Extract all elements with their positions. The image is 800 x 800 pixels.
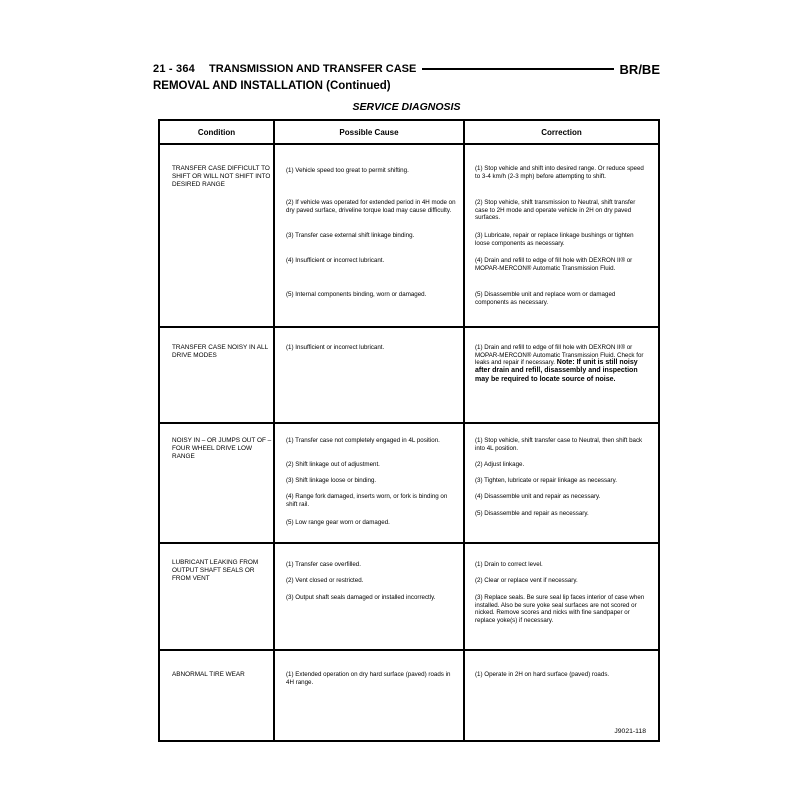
correction-item: (2) Adjust linkage. — [475, 461, 525, 468]
correction-item: (4) Disassemble unit and repair as necessary. — [475, 493, 601, 500]
row-divider — [160, 649, 658, 651]
cause-item: (2) If vehicle was operated for extended period in 4H mode on dry paved surface, driveline torque load may cause difficulty. — [286, 199, 456, 214]
section-title: REMOVAL AND INSTALLATION (Continued) — [153, 80, 391, 92]
cause-item: (1) Transfer case overfilled. — [286, 561, 361, 568]
cause-item: (1) Transfer case not completely engaged in 4L position. — [286, 437, 440, 444]
condition-cell: LUBRICANT LEAKING FROM OUTPUT SHAFT SEALS OR FROM VENT — [172, 559, 259, 582]
cause-item: (1) Insufficient or incorrect lubricant. — [286, 344, 385, 351]
correction-item: (2) Stop vehicle, shift transmission to Neutral, shift transfer case to 2H mode and operate vehicle in 2H on dry paved surfaces. — [475, 199, 636, 222]
correction-item: (1) Drain to correct level. — [475, 561, 543, 568]
correction-item: (1) Stop vehicle and shift into desired range. Or reduce speed to 3-4 km/h (2-3 mph) before attempting to shift. — [475, 165, 644, 180]
condition-cell: TRANSFER CASE NOISY IN ALL DRIVE MODES — [172, 344, 268, 359]
cause-item: (2) Shift linkage out of adjustment. — [286, 461, 380, 468]
column-divider — [463, 121, 465, 740]
condition-cell: TRANSFER CASE DIFFICULT TO SHIFT OR WILL NOT SHIFT INTO DESIRED RANGE — [172, 165, 271, 188]
row-divider — [160, 422, 658, 424]
page-header — [153, 60, 660, 78]
cause-item: (4) Insufficient or incorrect lubricant. — [286, 257, 385, 264]
correction-item: (4) Drain and refill to edge of fill hole with DEXRON II® or MOPAR-MERCON® Automatic Transmission Fluid. — [475, 257, 633, 272]
model-code: BR/BE — [619, 61, 660, 77]
diagnosis-title: SERVICE DIAGNOSIS — [352, 101, 461, 113]
correction-item: (5) Disassemble and repair as necessary. — [475, 510, 589, 517]
cause-item: (3) Output shaft seals damaged or installed incorrectly. — [286, 594, 436, 601]
column-divider — [273, 121, 275, 740]
figure-id: J9021-118 — [614, 728, 646, 735]
cause-item: (5) Internal components binding, worn or damaged. — [286, 291, 427, 298]
correction-item: (3) Replace seals. Be sure seal lip faces interior of case when installed. Also be sure yoke seal surfaces are not scored or nicked. Remove scores and nicks with fine sandpaper or replace yoke(s) if necessary. — [475, 594, 645, 624]
cause-item: (1) Vehicle speed too great to permit shifting. — [286, 167, 409, 174]
cause-item: (2) Vent closed or restricted. — [286, 577, 364, 584]
cause-item: (3) Shift linkage loose or binding. — [286, 477, 377, 484]
column-header-correction: Correction — [541, 127, 582, 137]
chapter-title: TRANSMISSION AND TRANSFER CASE — [208, 63, 417, 75]
page-number: 21 - 364 — [153, 63, 195, 75]
correction-item: (2) Clear or replace vent if necessary. — [475, 577, 578, 584]
column-header-possible-cause: Possible Cause — [339, 127, 399, 137]
correction-item: (5) Disassemble unit and replace worn or damaged components as necessary. — [475, 291, 616, 306]
correction-item: (1) Operate in 2H on hard surface (paved) roads. — [475, 671, 610, 678]
service-diagnosis-table — [158, 119, 660, 742]
condition-cell: ABNORMAL TIRE WEAR — [172, 671, 245, 678]
header-row-divider — [160, 143, 658, 145]
correction-item: (3) Tighten, lubricate or repair linkage as necessary. — [475, 477, 617, 484]
cause-item: (1) Extended operation on dry hard surface (paved) roads in 4H range. — [286, 671, 451, 686]
condition-cell: NOISY IN – OR JUMPS OUT OF – FOUR WHEEL DRIVE LOW RANGE — [172, 437, 272, 460]
correction-note: Note: If unit is still noisy after drain and refill, disassembly and inspection may be required to locate source of noise. — [475, 359, 638, 383]
cause-item: (4) Range fork damaged, inserts worn, or fork is binding on shift rail. — [286, 493, 448, 508]
correction-text: (1) Drain and refill to edge of fill hole with DEXRON II® or MOPAR-MERCON® Automatic Transmission Fluid. Check for leaks and repair if necessary. — [475, 344, 644, 367]
cause-item: (5) Low range gear worn or damaged. — [286, 519, 390, 526]
row-divider — [160, 326, 658, 328]
cause-item: (3) Transfer case external shift linkage binding. — [286, 232, 415, 239]
correction-item — [475, 344, 650, 384]
header-rule — [422, 68, 613, 70]
correction-item: (1) Stop vehicle, shift transfer case to Neutral, then shift back into 4L position. — [475, 437, 643, 452]
correction-item: (3) Lubricate, repair or replace linkage bushings or tighten loose components as necessary. — [475, 232, 634, 247]
column-header-condition: Condition — [197, 127, 236, 137]
row-divider — [160, 542, 658, 544]
